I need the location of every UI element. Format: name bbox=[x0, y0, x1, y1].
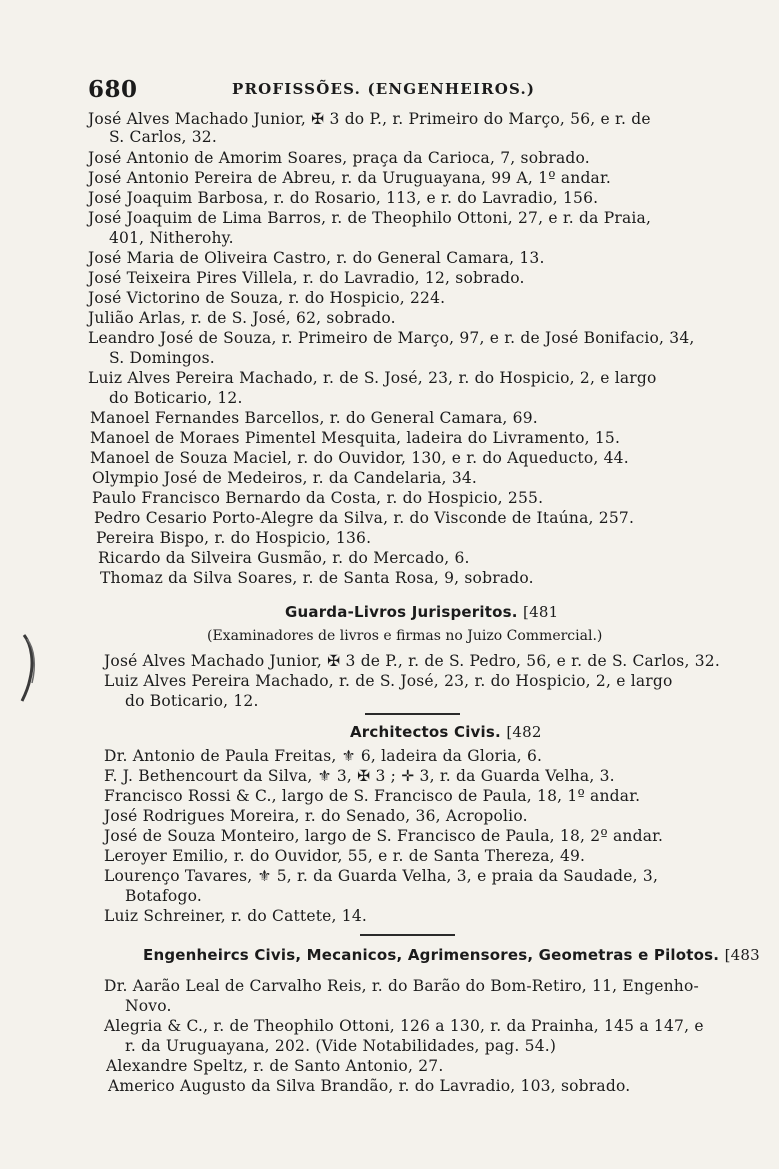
list-item: Dr. Aarão Leal de Carvalho Reis, r. do Barão do Bom-Retiro, 11, Engenho- bbox=[104, 977, 699, 995]
list-item: Olympio José de Medeiros, r. da Candelaria, 34. bbox=[92, 469, 478, 487]
list-item: José Alves Machado Junior, ✠ 3 do P., r. Primeiro do Março, 56, e r. de bbox=[88, 110, 651, 128]
section-title-text: Architectos Civis. bbox=[350, 723, 501, 741]
list-item: Manoel de Moraes Pimentel Mesquita, ladeira do Livramento, 15. bbox=[90, 429, 621, 447]
section-divider bbox=[360, 934, 455, 936]
list-item: r. da Uruguayana, 202. (Vide Notabilidades, pag. 54.) bbox=[125, 1037, 557, 1055]
section-title-architectos bbox=[350, 723, 542, 741]
list-item: S. Domingos. bbox=[109, 349, 215, 367]
binding-edge-mark bbox=[18, 633, 38, 703]
list-item: Dr. Antonio de Paula Freitas, ⚜ 6, ladeira da Gloria, 6. bbox=[104, 747, 543, 765]
list-item: José Teixeira Pires Villela, r. do Lavradio, 12, sobrado. bbox=[88, 269, 525, 287]
list-item: 401, Nitherohy. bbox=[109, 229, 234, 247]
section-title-engenheiros-civis bbox=[143, 946, 760, 964]
list-item: F. J. Bethencourt da Silva, ⚜ 3, ✠ 3 ; ✛ 3, r. da Guarda Velha, 3. bbox=[104, 767, 615, 785]
list-item: José Joaquim Barbosa, r. do Rosario, 113, e r. do Lavradio, 156. bbox=[88, 189, 599, 207]
list-item: José Rodrigues Moreira, r. do Senado, 36, Acropolio. bbox=[104, 807, 528, 825]
list-item: José Alves Machado Junior, ✠ 3 de P., r. de S. Pedro, 56, e r. de S. Carlos, 32. bbox=[104, 652, 720, 670]
section-ref: [483 bbox=[724, 946, 760, 964]
list-item: Lourenço Tavares, ⚜ 5, r. da Guarda Velha, 3, e praia da Saudade, 3, bbox=[104, 867, 659, 885]
list-item: Luiz Alves Pereira Machado, r. de S. José, 23, r. do Hospicio, 2, e largo bbox=[104, 672, 673, 690]
list-item: Manoel Fernandes Barcellos, r. do General Camara, 69. bbox=[90, 409, 538, 427]
section-ref: [482 bbox=[506, 723, 542, 741]
list-item: Thomaz da Silva Soares, r. de Santa Rosa, 9, sobrado. bbox=[100, 569, 534, 587]
list-item: Ricardo da Silveira Gusmão, r. do Mercado, 6. bbox=[98, 549, 470, 567]
section-title-text: Guarda-Livros Jurisperitos. bbox=[285, 603, 518, 621]
list-item: Julião Arlas, r. de S. José, 62, sobrado. bbox=[88, 309, 396, 327]
list-item: José de Souza Monteiro, largo de S. Francisco de Paula, 18, 2º andar. bbox=[104, 827, 664, 845]
section-divider bbox=[365, 713, 460, 715]
list-item: José Antonio Pereira de Abreu, r. da Uruguayana, 99 A, 1º andar. bbox=[88, 169, 612, 187]
running-head: PROFISSÕES. (ENGENHEIROS.) bbox=[232, 80, 536, 98]
list-item: José Victorino de Souza, r. do Hospicio, 224. bbox=[88, 289, 446, 307]
list-item: do Boticario, 12. bbox=[125, 692, 259, 710]
list-item: Pereira Bispo, r. do Hospicio, 136. bbox=[96, 529, 372, 547]
list-item: Pedro Cesario Porto-Alegre da Silva, r. do Visconde de Itaúna, 257. bbox=[94, 509, 635, 527]
section-subtitle: (Examinadores de livros e firmas no Juizo Commercial.) bbox=[207, 628, 603, 644]
list-item: Luiz Alves Pereira Machado, r. de S. José, 23, r. do Hospicio, 2, e largo bbox=[88, 369, 657, 387]
list-item: Paulo Francisco Bernardo da Costa, r. do Hospicio, 255. bbox=[92, 489, 544, 507]
list-item: Alegria & C., r. de Theophilo Ottoni, 126 a 130, r. da Prainha, 145 a 147, e bbox=[104, 1017, 704, 1035]
page-number: 680 bbox=[88, 76, 138, 103]
list-item: Americo Augusto da Silva Brandão, r. do Lavradio, 103, sobrado. bbox=[108, 1077, 631, 1095]
list-item: José Maria de Oliveira Castro, r. do General Camara, 13. bbox=[88, 249, 545, 267]
list-item: Botafogo. bbox=[125, 887, 202, 905]
section-title-guarda-livros bbox=[285, 603, 558, 621]
list-item: Alexandre Speltz, r. de Santo Antonio, 27. bbox=[106, 1057, 444, 1075]
list-item: Luiz Schreiner, r. do Cattete, 14. bbox=[104, 907, 368, 925]
list-item: José Joaquim de Lima Barros, r. de Theophilo Ottoni, 27, e r. da Praia, bbox=[88, 209, 652, 227]
list-item: Novo. bbox=[125, 997, 172, 1015]
list-item: do Boticario, 12. bbox=[109, 389, 243, 407]
list-item: Manoel de Souza Maciel, r. do Ouvidor, 130, e r. do Aqueducto, 44. bbox=[90, 449, 629, 467]
section-title-text: Engenheircs Civis, Mecanicos, Agrimensores, Geometras e Pilotos. bbox=[143, 946, 720, 964]
list-item: Leroyer Emilio, r. do Ouvidor, 55, e r. de Santa Thereza, 49. bbox=[104, 847, 586, 865]
list-item: Francisco Rossi & C., largo de S. Francisco de Paula, 18, 1º andar. bbox=[104, 787, 641, 805]
list-item: Leandro José de Souza, r. Primeiro de Março, 97, e r. de José Bonifacio, 34, bbox=[88, 329, 695, 347]
section-ref: [481 bbox=[523, 603, 559, 621]
list-item: José Antonio de Amorim Soares, praça da Carioca, 7, sobrado. bbox=[88, 149, 590, 167]
list-item: S. Carlos, 32. bbox=[109, 128, 217, 146]
page-header bbox=[88, 74, 748, 104]
